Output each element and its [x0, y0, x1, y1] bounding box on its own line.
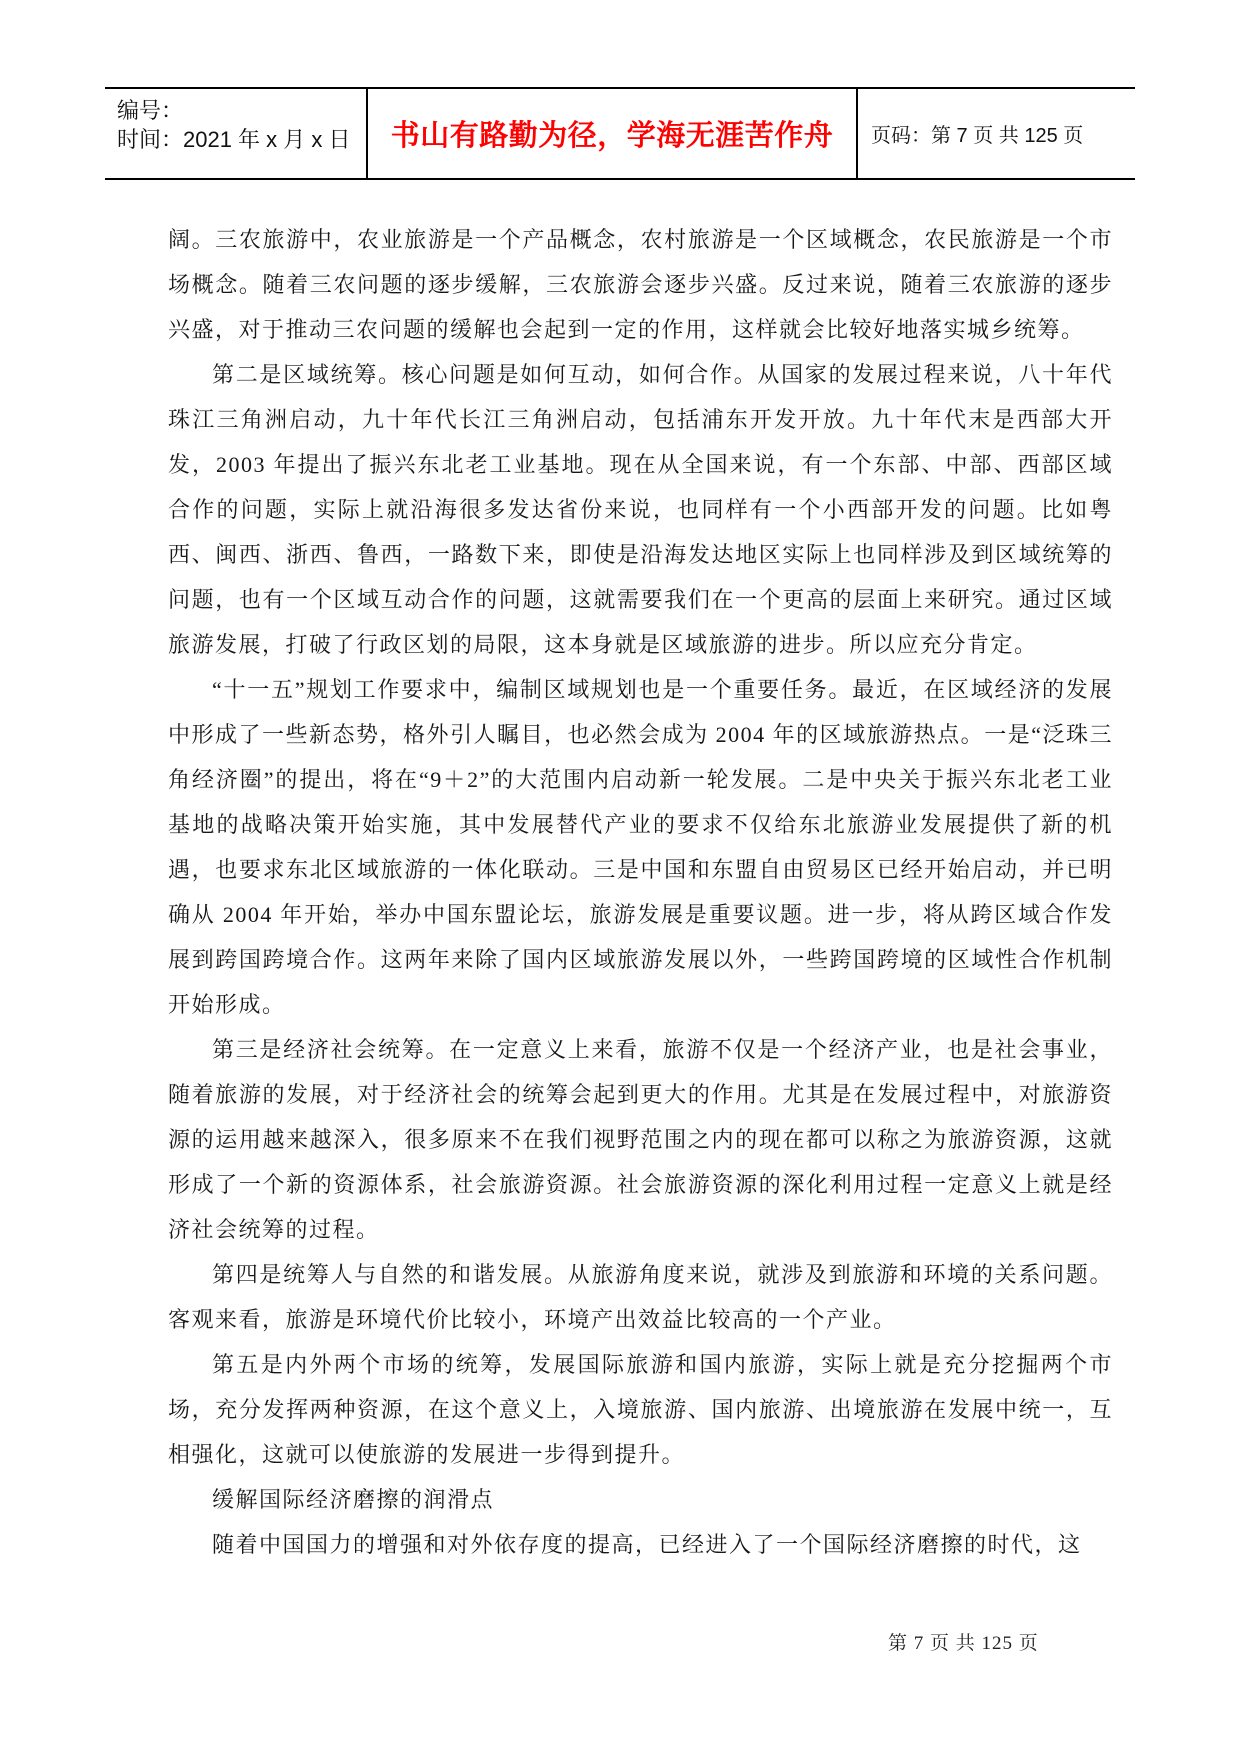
document-body: [168, 217, 1113, 1567]
header-page-label: 页码：第 7 页 共 125 页: [871, 125, 1084, 147]
header-cell-page: [858, 89, 1135, 178]
header-time-label: 时间：2021 年 x 月 x 日: [117, 127, 351, 152]
paragraph: 随着中国国力的增强和对外依存度的提高，已经进入了一个国际经济磨擦的时代，这: [212, 1532, 1082, 1557]
paragraph: “十一五”规划工作要求中，编制区域规划也是一个重要任务。最近，在区域经济的发展中形成了一些新态势，格外引人瞩目，也必然会成为 2004 年的区域旅游热点。一是“泛珠三角经济圈”的提出，将在“9＋2”的大范围内启动新一轮发展。二是中央关于振兴东北老工业基地的战略决策开始实施，其中发展替代产业的要求不仅给东北旅游业发展提供了新的机遇，也要求东北区域旅游的一体化联动。三是中国和东盟自由贸易区已经开始启动，并已明确从 2004 年开始，举办中国东盟论坛，旅游发展是重要议题。进一步，将从跨区域合作发展到跨国跨境合作。这两年来除了国内区域旅游发展以外，一些跨国跨境的区域性合作机制开始形成。: [168, 677, 1113, 1017]
paragraph: 阔。三农旅游中，农业旅游是一个产品概念，农村旅游是一个区域概念，农民旅游是一个市场概念。随着三农问题的逐步缓解，三农旅游会逐步兴盛。反过来说，随着三农旅游的逐步兴盛，对于推动三农问题的缓解也会起到一定的作用，这样就会比较好地落实城乡统筹。: [168, 227, 1113, 342]
footer-page-indicator: 第 7 页 共 125 页: [888, 1633, 1039, 1654]
header-cell-motto: [366, 89, 858, 178]
paragraph: 缓解国际经济磨擦的润滑点: [212, 1487, 495, 1512]
paragraph: 第二是区域统筹。核心问题是如何互动，如何合作。从国家的发展过程来说，八十年代珠江三角洲启动，九十年代长江三角洲启动，包括浦东开发开放。九十年代末是西部大开发，2003 年提出了振兴东北老工业基地。现在从全国来说，有一个东部、中部、西部区域合作的问题，实际上就沿海很多发达省份来说，也同样有一个小西部开发的问题。比如粤西、闽西、浙西、鲁西，一路数下来，即使是沿海发达地区实际上也同样涉及到区域统筹的问题，也有一个区域互动合作的问题，这就需要我们在一个更高的层面上来研究。通过区域旅游发展，打破了行政区划的局限，这本身就是区域旅游的进步。所以应充分肯定。: [168, 362, 1113, 657]
header-table: [105, 87, 1135, 180]
header-motto: 书山有路勤为径，学海无涯苦作舟: [390, 120, 834, 152]
header-cell-meta: [105, 89, 366, 178]
paragraph: 第四是统筹人与自然的和谐发展。从旅游角度来说，就涉及到旅游和环境的关系问题。客观来看，旅游是环境代价比较小，环境产出效益比较高的一个产业。: [168, 1262, 1113, 1332]
paragraph: 第三是经济社会统筹。在一定意义上来看，旅游不仅是一个经济产业，也是社会事业，随着旅游的发展，对于经济社会的统筹会起到更大的作用。尤其是在发展过程中，对旅游资源的运用越来越深入，很多原来不在我们视野范围之内的现在都可以称之为旅游资源，这就形成了一个新的资源体系，社会旅游资源。社会旅游资源的深化利用过程一定意义上就是经济社会统筹的过程。: [168, 1037, 1113, 1242]
paragraph: 第五是内外两个市场的统筹，发展国际旅游和国内旅游，实际上就是充分挖掘两个市场，充分发挥两种资源，在这个意义上，入境旅游、国内旅游、出境旅游在发展中统一，互相强化，这就可以使旅游的发展进一步得到提升。: [168, 1352, 1113, 1467]
header-number-label: 编号：: [117, 98, 184, 123]
